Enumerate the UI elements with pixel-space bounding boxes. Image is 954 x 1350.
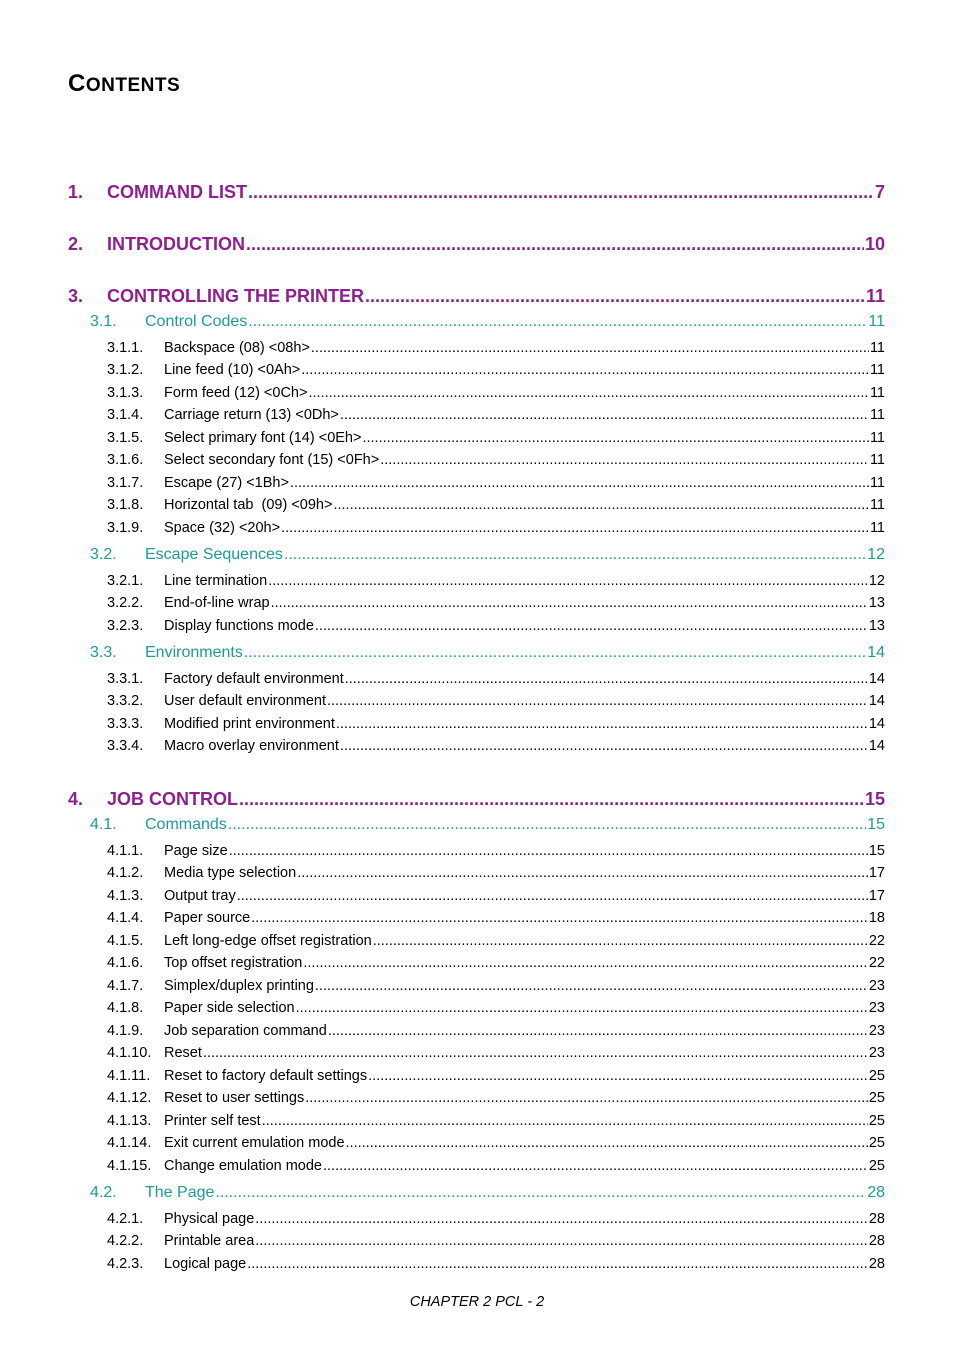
toc-dot-leader [373,933,868,949]
toc-entry-number: 3.1.9. [107,520,144,536]
toc-dot-leader [239,789,864,810]
toc-entry[interactable] [107,475,885,491]
toc-entry-label: Left long-edge offset registration [164,933,372,949]
toc-dot-leader [229,843,868,859]
toc-entry-number: 3.2.1. [107,573,144,589]
toc-entry[interactable] [107,520,885,536]
toc-entry-page: 11 [865,286,885,306]
toc-entry[interactable] [107,573,885,589]
toc-entry-label: The Page [145,1184,215,1201]
toc-dot-leader [305,1090,868,1106]
toc-entry-page: 25 [868,1113,885,1129]
toc-entry-page: 25 [868,1158,885,1174]
toc-dot-leader [268,573,868,589]
toc-entry-number: 4.1.14. [107,1135,152,1151]
toc-entry[interactable] [107,910,885,926]
toc-entry-label: Physical page [164,1211,255,1227]
toc-entry-number: 4.1.15. [107,1158,152,1174]
toc-dot-leader [251,910,868,926]
toc-entry-page: 28 [868,1211,885,1227]
toc-dot-leader [215,1184,866,1202]
toc-entry-label: Environments [145,644,243,661]
toc-entry[interactable] [90,313,885,331]
toc-entry-label: Commands [145,816,227,833]
toc-entry-label: Control Codes [145,313,248,330]
page-footer: CHAPTER 2 PCL - 2 [409,1294,545,1310]
toc-dot-leader [246,234,864,255]
toc-entry[interactable] [107,1000,885,1016]
toc-entry-number: 4.1.3. [107,888,144,904]
toc-entry[interactable] [107,843,885,859]
toc-entry[interactable] [107,865,885,881]
toc-entry[interactable] [107,595,885,611]
toc-entry-page: 14 [868,716,885,732]
toc-entry-page: 14 [868,671,885,687]
toc-entry[interactable] [107,716,885,732]
toc-entry[interactable] [107,1090,885,1106]
toc-entry[interactable] [107,1233,885,1249]
toc-entry-label: Media type selection [164,865,297,881]
toc-entry-number: 4.1.1. [107,843,144,859]
toc-entry-number: 2. [68,234,84,254]
toc-entry-label: Select primary font (14) <0Eh> [164,430,362,446]
toc-entry-page: 11 [869,520,885,536]
toc-entry[interactable] [107,385,885,401]
toc-dot-leader [290,475,869,491]
toc-entry-label: Paper source [164,910,251,926]
toc-entry[interactable] [107,452,885,468]
toc-entry-page: 17 [868,865,885,881]
toc-dot-leader [365,286,865,307]
toc-dot-leader [340,738,868,754]
toc-dot-leader [271,595,868,611]
toc-entry-label: Printable area [164,1233,255,1249]
toc-dot-leader [203,1045,868,1061]
toc-entry[interactable] [68,234,885,255]
toc-entry-number: 4.1. [90,816,117,833]
toc-entry-number: 3.1.3. [107,385,144,401]
toc-entry-page: 11 [869,452,885,468]
toc-dot-leader [346,1135,868,1151]
toc-entry-label: JOB CONTROL [107,789,239,809]
toc-entry-number: 4.2. [90,1184,117,1201]
toc-dot-leader [328,1023,868,1039]
toc-entry-number: 3.1.1. [107,340,144,356]
toc-entry-label: Output tray [164,888,236,904]
toc-entry-page: 15 [868,843,885,859]
toc-entry-page: 11 [869,430,885,446]
toc-dot-leader [237,888,868,904]
toc-entry-number: 4.1.4. [107,910,144,926]
toc-entry-number: 3.1.4. [107,407,144,423]
toc-entry-page: 11 [869,497,885,513]
toc-entry-label: CONTROLLING THE PRINTER [107,286,364,306]
toc-dot-leader [284,546,866,564]
toc-entry-page: 28 [867,1184,885,1201]
toc-entry[interactable] [107,618,885,634]
toc-entry-label: Form feed (12) <0Ch> [164,385,308,401]
toc-entry-number: 4.1.6. [107,955,144,971]
toc-entry[interactable] [107,1256,885,1272]
toc-entry-number: 3.1.5. [107,430,144,446]
toc-entry-label: User default environment [164,693,326,709]
toc-entry-label: Line feed (10) <0Ah> [164,362,301,378]
toc-entry-number: 4.1.10. [107,1045,152,1061]
toc-dot-leader [244,644,866,662]
toc-entry-page: 7 [874,182,885,202]
toc-entry-number: 4.1.5. [107,933,144,949]
toc-entry-label: Top offset registration [164,955,303,971]
toc-entry-number: 3.1.7. [107,475,144,491]
toc-entry-label: Simplex/duplex printing [164,978,314,994]
toc-entry[interactable] [107,1211,885,1227]
toc-entry[interactable] [107,671,885,687]
toc-entry-label: Job separation command [164,1023,327,1039]
toc-entry-page: 23 [868,1023,885,1039]
toc-entry-number: 4.1.7. [107,978,144,994]
title-rest: ONTENTS [85,75,181,96]
toc-entry-label: Escape Sequences [145,546,283,563]
toc-entry-number: 3.3.4. [107,738,144,754]
toc-entry-number: 4.1.9. [107,1023,144,1039]
toc-entry[interactable] [90,546,885,564]
toc-entry-number: 4.2.1. [107,1211,144,1227]
toc-entry-number: 3.1.6. [107,452,144,468]
toc-dot-leader [248,313,867,331]
toc-entry-number: 4.2.2. [107,1233,144,1249]
toc-entry-page: 15 [867,816,885,833]
toc-entry-page: 11 [869,475,885,491]
toc-entry[interactable] [107,933,885,949]
toc-dot-leader [303,955,867,971]
toc-entry-number: 3.2. [90,546,117,563]
toc-entry-page: 25 [868,1135,885,1151]
toc-dot-leader [247,1256,868,1272]
toc-entry-page: 11 [869,385,885,401]
toc-entry-label: Display functions mode [164,618,314,634]
toc-entry-label: End-of-line wrap [164,595,270,611]
toc-entry[interactable] [90,816,885,834]
page-title [68,70,180,98]
toc-entry-page: 28 [868,1256,885,1272]
toc-entry[interactable] [68,789,885,810]
toc-dot-leader [380,452,869,468]
toc-dot-leader [340,407,869,423]
toc-dot-leader [362,430,868,446]
toc-entry-number: 3.2.2. [107,595,144,611]
toc-dot-leader [336,716,868,732]
toc-dot-leader [315,978,868,994]
toc-entry[interactable] [90,1184,885,1202]
toc-entry-label: Reset to user settings [164,1090,305,1106]
toc-entry[interactable] [107,1068,885,1084]
toc-entry-number: 3.3. [90,644,117,661]
toc-entry-page: 15 [864,789,885,809]
toc-entry-page: 17 [868,888,885,904]
toc-entry[interactable] [107,1158,885,1174]
toc-dot-leader [255,1211,868,1227]
toc-entry-page: 12 [867,546,885,563]
toc-dot-leader [368,1068,868,1084]
toc-entry-number: 3.2.3. [107,618,144,634]
toc-dot-leader [255,1233,868,1249]
toc-dot-leader [262,1113,868,1129]
toc-entry-number: 3.3.3. [107,716,144,732]
toc-entry-page: 14 [868,693,885,709]
toc-dot-leader [301,362,869,378]
toc-entry-page: 28 [868,1233,885,1249]
toc-entry-number: 3.3.2. [107,693,144,709]
toc-entry-page: 23 [868,1045,885,1061]
toc-dot-leader [248,182,874,203]
toc-entry[interactable] [107,1135,885,1151]
toc-entry-label: Reset [164,1045,202,1061]
toc-entry-page: 11 [869,362,885,378]
toc-entry-label: Space (32) <20h> [164,520,281,536]
toc-dot-leader [297,865,868,881]
toc-entry-page: 10 [864,234,885,254]
toc-entry[interactable] [107,693,885,709]
toc-entry-label: Paper side selection [164,1000,295,1016]
toc-entry-label: Backspace (08) <08h> [164,340,310,356]
toc-entry[interactable] [107,430,885,446]
toc-entry-page: 25 [868,1090,885,1106]
toc-entry-page: 14 [868,738,885,754]
toc-dot-leader [333,497,868,513]
toc-entry-number: 3. [68,286,84,306]
toc-entry-number: 4.1.13. [107,1113,152,1129]
toc-dot-leader [345,671,868,687]
toc-dot-leader [281,520,869,536]
toc-entry-label: Logical page [164,1256,247,1272]
toc-entry[interactable] [107,888,885,904]
toc-dot-leader [323,1158,868,1174]
toc-entry-page: 22 [868,955,885,971]
toc-entry[interactable] [68,286,885,307]
toc-entry[interactable] [68,182,885,203]
toc-entry-number: 3.1. [90,313,117,330]
toc-entry-page: 11 [868,313,885,330]
toc-dot-leader [327,693,868,709]
toc-entry-label: INTRODUCTION [107,234,245,254]
toc-entry[interactable] [90,644,885,662]
title-initial: C [68,70,86,97]
toc-entry-label: Reset to factory default settings [164,1068,368,1084]
toc-entry-number: 4.1.11. [107,1068,151,1084]
toc-entry-label: Select secondary font (15) <0Fh> [164,452,380,468]
toc-dot-leader [315,618,868,634]
toc-entry-number: 4.1.2. [107,865,144,881]
toc-entry-page: 11 [869,407,885,423]
toc-entry-label: Page size [164,843,228,859]
toc-entry[interactable] [107,1113,885,1129]
toc-entry[interactable] [107,1023,885,1039]
toc-dot-leader [308,385,868,401]
toc-entry-label: Horizontal tab (09) <09h> [164,497,333,513]
toc-entry[interactable] [107,407,885,423]
toc-entry-label: Macro overlay environment [164,738,339,754]
toc-entry[interactable] [107,955,885,971]
toc-entry-label: Factory default environment [164,671,344,687]
toc-entry-page: 13 [868,595,885,611]
toc-dot-leader [311,340,869,356]
toc-entry[interactable] [107,497,885,513]
toc-dot-leader [296,1000,868,1016]
toc-entry-label: Exit current emulation mode [164,1135,345,1151]
toc-entry-label: Printer self test [164,1113,261,1129]
toc-entry-page: 13 [868,618,885,634]
toc-entry-label: Carriage return (13) <0Dh> [164,407,339,423]
toc-dot-leader [228,816,866,834]
toc-entry-page: 25 [868,1068,885,1084]
toc-entry-number: 3.1.8. [107,497,144,513]
toc-entry[interactable] [107,738,885,754]
toc-entry-number: 1. [68,182,84,202]
toc-entry-page: 23 [868,978,885,994]
toc-entry[interactable] [107,362,885,378]
toc-entry-page: 22 [868,933,885,949]
toc-entry-page: 14 [867,644,885,661]
toc-entry-page: 18 [868,910,885,926]
toc-entry-number: 4.1.12. [107,1090,152,1106]
toc-entry-label: COMMAND LIST [107,182,247,202]
toc-entry-page: 12 [868,573,885,589]
toc-entry-page: 11 [869,340,885,356]
toc-entry-page: 23 [868,1000,885,1016]
toc-entry[interactable] [107,1045,885,1061]
toc-entry-number: 4.1.8. [107,1000,144,1016]
toc-entry[interactable] [107,340,885,356]
toc-entry[interactable] [107,978,885,994]
toc-entry-number: 3.3.1. [107,671,144,687]
toc-entry-number: 4. [68,789,84,809]
toc-entry-label: Modified print environment [164,716,335,732]
toc-entry-label: Escape (27) <1Bh> [164,475,289,491]
toc-entry-number: 3.1.2. [107,362,144,378]
toc-entry-label: Line termination [164,573,268,589]
toc-entry-number: 4.2.3. [107,1256,144,1272]
toc-entry-label: Change emulation mode [164,1158,322,1174]
